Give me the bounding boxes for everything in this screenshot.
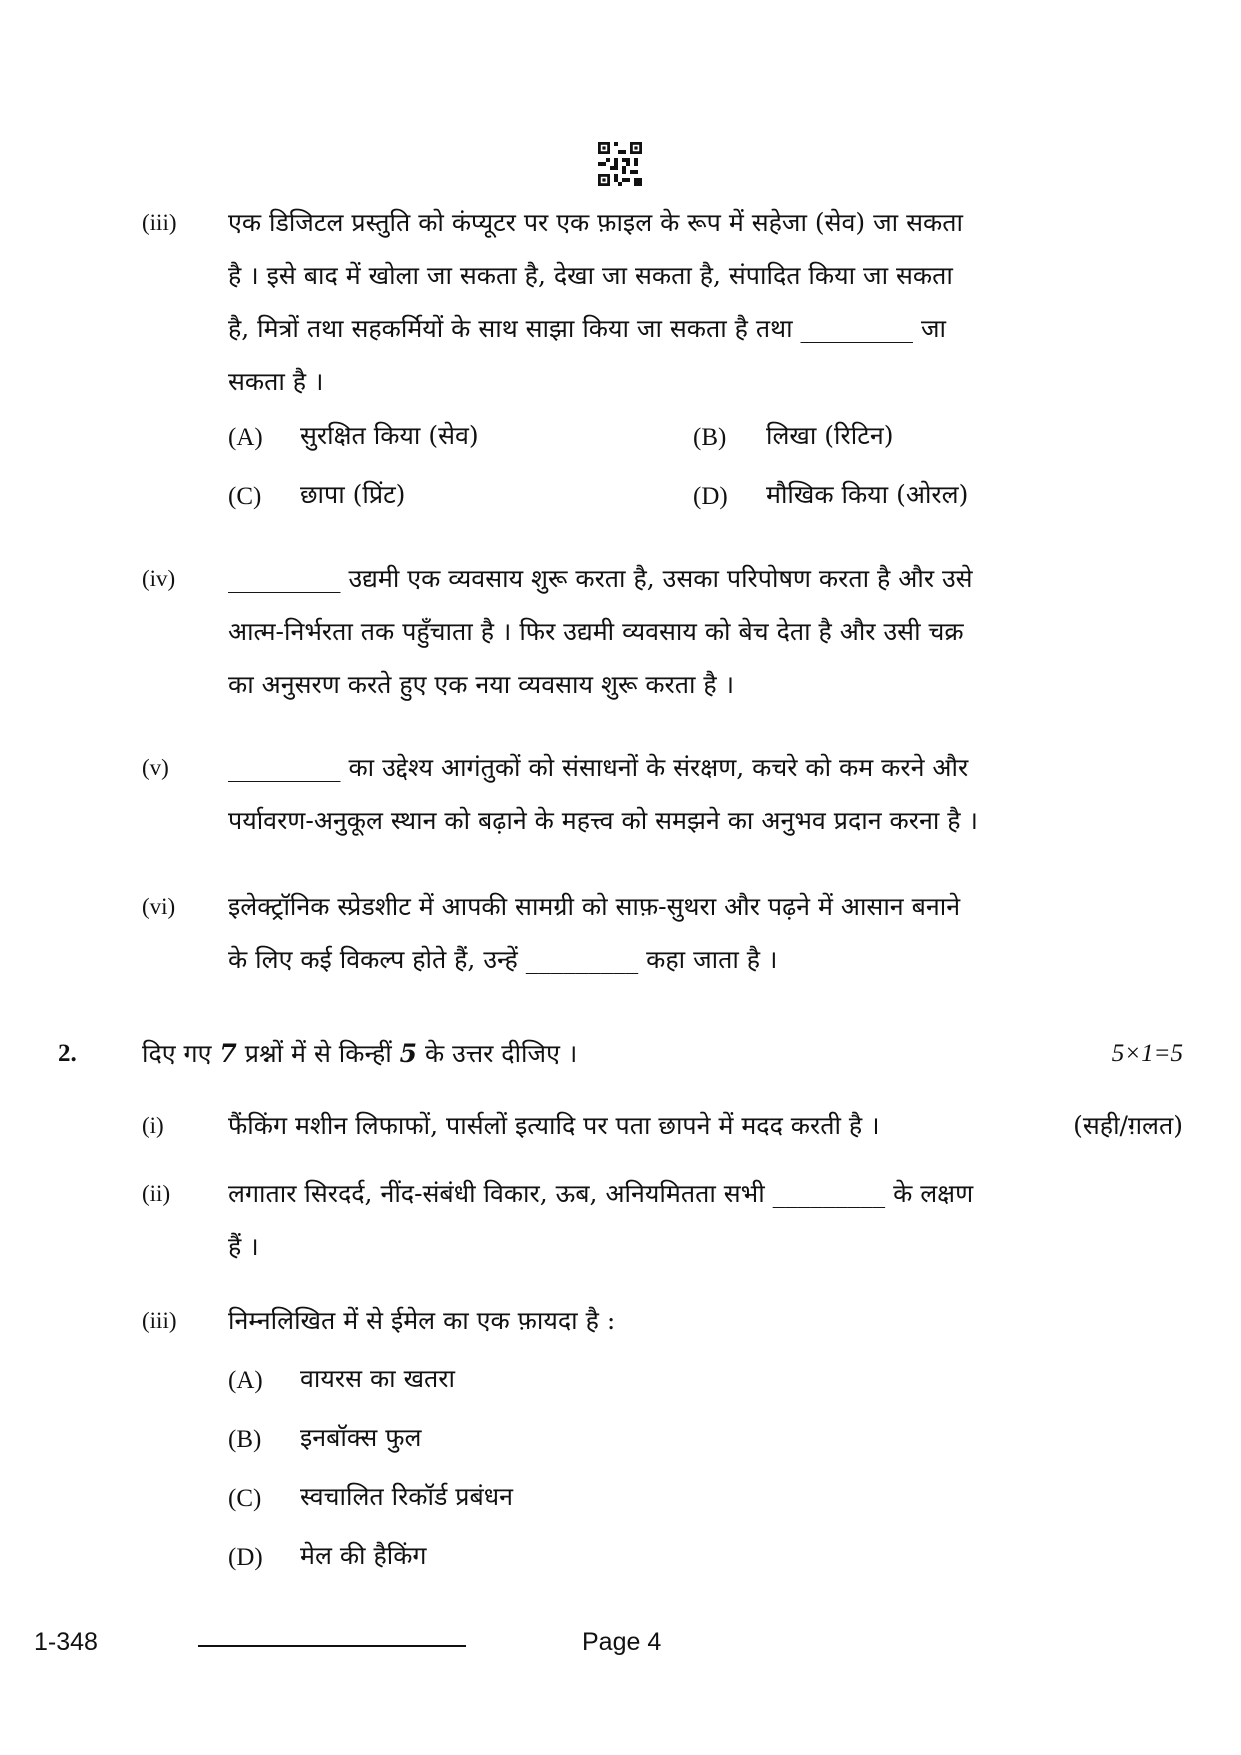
question-number: (vi) [142,894,176,919]
marks-label: 5×1=5 [1111,1040,1183,1067]
question-number: (iii) [142,1308,177,1333]
true-false-label: (सही/ग़लत) [1073,1111,1183,1140]
question-number: (iv) [142,566,176,591]
qr-code [598,142,642,186]
page-number: Page 4 [582,1628,662,1656]
question-text: _________ का उद्देश्य आगंतुकों को संसाधनों के संरक्षण, कचरे को कम करने और पर्यावरण-अनुकूल स्थान को बढ़ाने के महत्त्व को समझने का अनुभव प्रदान करना है । [228,753,978,835]
question-number: (v) [142,755,169,780]
question-text: इलेक्ट्रॉनिक स्प्रेडशीट में आपकी सामग्री को साफ़-सुथरा और पढ़ने में आसान बनाने के लिए कई विकल्प होते हैं, उन्हें _________ कहा जाता है । [228,892,961,974]
question-number: (i) [142,1113,164,1138]
question-number: (ii) [142,1181,171,1206]
question-text: _________ उद्यमी एक व्यवसाय शुरू करता है, उसका परिपोषण करता है और उसे आत्म-निर्भरता तक पहुँचाता है । फिर उद्यमी व्यवसाय को बेच देता है और उसी चक्र का अनुसरण करते हुए एक नया व्यवसाय शुरू करता है । [228,564,973,699]
question-number: (iii) [142,210,177,235]
question-text: लगातार सिरदर्द, नींद-संबंधी विकार, ऊब, अनियमितता सभी _________ के लक्षण हैं । [228,1179,974,1261]
question-text: एक डिजिटल प्रस्तुति को कंप्यूटर पर एक फ़ाइल के रूप में सहेजा (सेव) जा सकता है । इसे बाद में खोला जा सकता है, देखा जा सकता है, संपादित किया जा सकता है, मित्रों तथा सहकर्मियों के साथ साझा किया जा सकता है तथा _________ जा सकता है । [228,208,963,396]
question-number: 2. [58,1040,77,1067]
question-text: फैंकिंग मशीन लिफाफों, पार्सलों इत्यादि पर पता छापने में मदद करती है । [228,1111,880,1140]
question-instruction: दिए गए 7 प्रश्नों में से किन्हीं 5 के उत्तर दीजिए । [142,1039,578,1068]
paper-code: 1-348 [34,1628,98,1656]
question-text: निम्नलिखित में से ईमेल का एक फ़ायदा है : [228,1306,616,1335]
footer-divider [198,1645,466,1647]
